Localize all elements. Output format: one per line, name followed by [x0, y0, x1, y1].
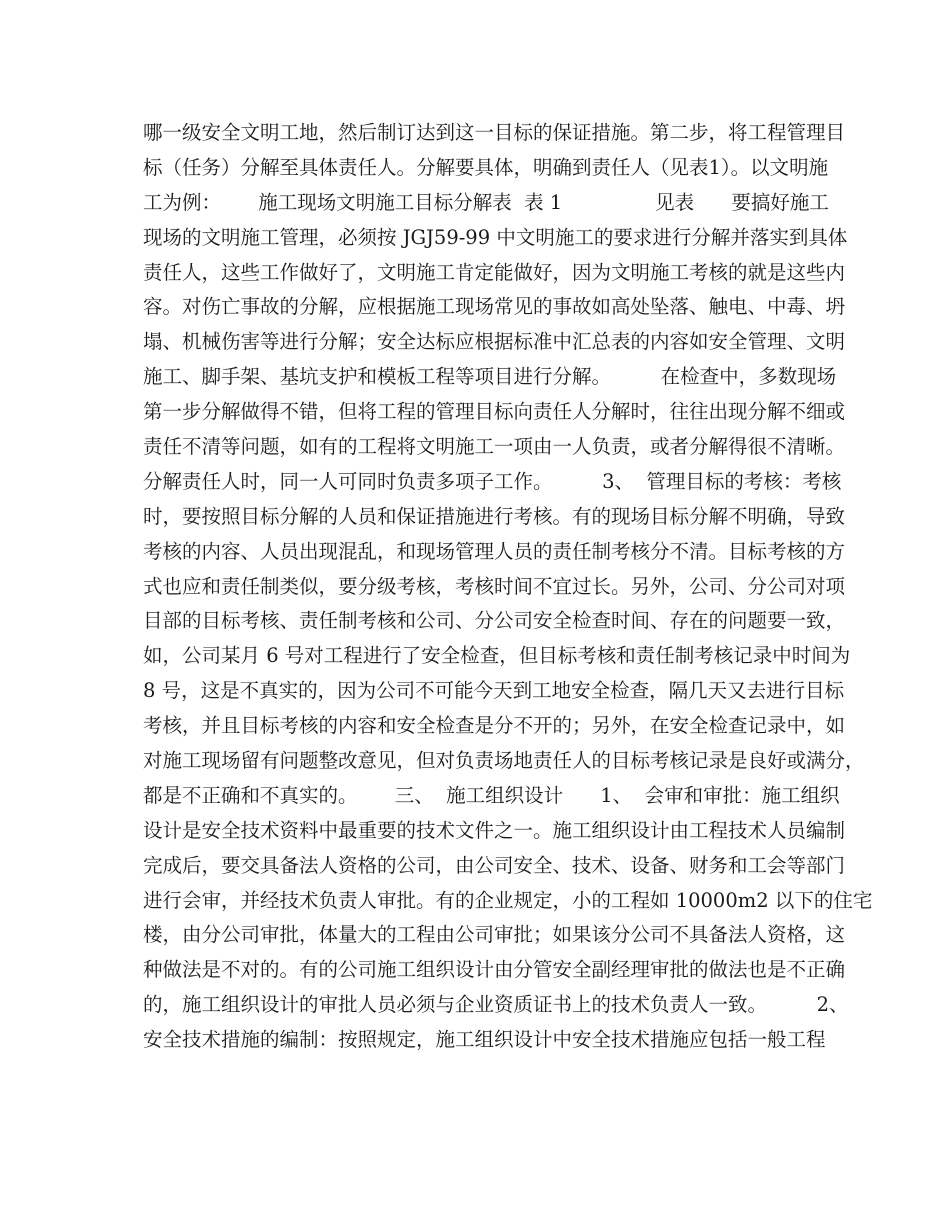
- text-line: 对施工现场留有问题整改意见，但对负责场地责任人的目标考核记录是良好或满分，: [143, 749, 865, 773]
- text-line: 塌、机械伤害等进行分解；安全达标应根据标准中汇总表的内容如安全管理、文明: [143, 330, 846, 354]
- text-line: 进行会审，并经技术负责人审批。有的企业规定，小的工程如 10000m2 以下的住宅: [143, 888, 873, 912]
- text-line: 8 号，这是不真实的，因为公司不可能今天到工地安全检查，隔几天又去进行目标: [143, 679, 845, 703]
- text-line: 工为例： 施工现场文明施工目标分解表 表 1 见表 要搞好施工: [143, 190, 829, 214]
- text-line: 的，施工组织设计的审批人员必须与企业资质证书上的技术负责人一致。 2、: [143, 993, 849, 1017]
- text-line: 现场的文明施工管理，必须按 JGJ59-99 中文明施工的要求进行分解并落实到具体: [143, 225, 848, 249]
- text-line: 完成后，要交具备法人资格的公司，由公司安全、技术、设备、财务和工会等部门: [143, 853, 846, 877]
- text-line: 都是不正确和不真实的。 三、 施工组织设计 1、 会审和审批：施工组织: [143, 783, 840, 807]
- text-line: 责任人，这些工作做好了，文明施工肯定能做好，因为文明施工考核的就是这些内: [143, 260, 846, 284]
- text-line: 容。对伤亡事故的分解，应根据施工现场常见的事故如高处坠落、触电、中毒、坍: [143, 295, 846, 319]
- text-line: 哪一级安全文明工地，然后制订达到这一目标的保证措施。第二步，将工程管理目: [143, 121, 846, 144]
- text-line: 标（任务）分解至具体责任人。分解要具体，明确到责任人（见表1）。以文明施: [143, 155, 829, 179]
- text-line: 安全技术措施的编制：按照规定，施工组织设计中安全技术措施应包括一般工程: [143, 1028, 826, 1052]
- text-line: 设计是安全技术资料中最重要的技术文件之一。施工组织设计由工程技术人员编制: [143, 818, 846, 842]
- text-line: 种做法是不对的。有的公司施工组织设计由分管安全副经理审批的做法也是不正确: [143, 958, 846, 982]
- text-line: 分解责任人时，同一人可同时负责多项子工作。 3、 管理目标的考核：考核: [143, 469, 842, 493]
- text-line: 考核，并且目标考核的内容和安全检查是分不开的；另外，在安全检查记录中，如: [143, 714, 846, 738]
- text-line: 时，要按照目标分解的人员和保证措施进行考核。有的现场目标分解不明确，导致: [143, 504, 846, 528]
- document-body-text: [143, 116, 873, 1058]
- text-line: 考核的内容、人员出现混乱，和现场管理人员的责任制考核分不清。目标考核的方: [143, 539, 846, 563]
- text-line: 目部的目标考核、责任制考核和公司、分公司安全检查时间、存在的问题要一致，: [143, 609, 846, 633]
- text-line: 施工、脚手架、基坑支护和模板工程等项目进行分解。 在检查中，多数现场: [143, 365, 837, 389]
- text-line: 式也应和责任制类似，要分级考核，考核时间不宜过长。另外，公司、分公司对项: [143, 574, 846, 598]
- text-line: 如，公司某月 6 号对工程进行了安全检查，但目标考核和责任制考核记录中时间为: [143, 644, 851, 668]
- text-line: 楼，由分公司审批，体量大的工程由公司审批；如果该分公司不具备法人资格，这: [143, 923, 846, 947]
- text-line: 第一步分解做得不错，但将工程的管理目标向责任人分解时，往往出现分解不细或: [143, 400, 846, 424]
- text-line: 责任不清等问题，如有的工程将文明施工一项由一人负责，或者分解得很不清晰。: [143, 435, 846, 459]
